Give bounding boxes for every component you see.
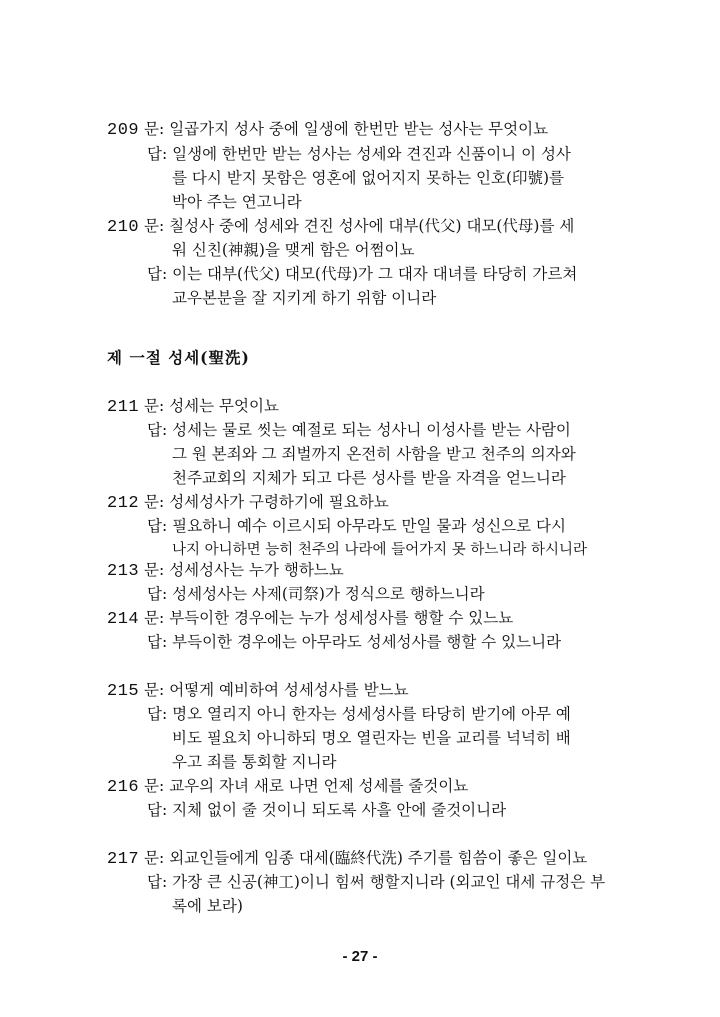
question-text: 성세성사는 누가 행하느뇨 (169, 561, 344, 579)
question-213 (107, 559, 344, 581)
answer-text: 일생에 한번만 받는 성사는 성세와 견진과 신품이니 이 성사 (172, 145, 571, 163)
question-prefix: 문: (144, 609, 165, 627)
answer-line: 록에 보라) (172, 897, 243, 915)
question-number: 212 (107, 494, 140, 513)
question-number: 214 (107, 610, 140, 629)
answer-215 (147, 703, 571, 725)
question-number: 216 (107, 778, 140, 797)
answer-text: 명오 열리지 아니 한자는 성세성사를 타당히 받기에 아무 예 (172, 705, 571, 723)
answer-212 (147, 515, 566, 537)
answer-line: 그 원 본죄와 그 죄벌까지 온전히 사함을 받고 천주의 의자와 (172, 445, 576, 463)
question-text: 어떻게 예비하여 성세성사를 받느뇨 (169, 681, 409, 699)
question-prefix: 문: (144, 397, 165, 415)
section-title: 제 一절 성세(聖洗) (107, 348, 250, 367)
answer-217 (147, 871, 605, 893)
answer-text: 성세성사는 사제(司祭)가 정식으로 행하느니라 (172, 585, 485, 603)
answer-214 (147, 631, 561, 653)
page-number: - 27 - (342, 948, 378, 965)
question-text: 교우의 자녀 새로 나면 언제 성세를 줄것이뇨 (169, 777, 469, 795)
answer-line: 나지 아니하면 능히 천주의 나라에 들어가지 못 하느니라 하시니라 (172, 542, 588, 558)
answer-line: 박아 주는 연고니라 (172, 193, 302, 211)
question-214 (107, 607, 513, 629)
question-prefix: 문: (144, 217, 165, 235)
question-216 (107, 775, 468, 797)
answer-text: 필요하니 예수 이르시되 아무라도 만일 물과 성신으로 다시 (172, 517, 566, 535)
answer-prefix: 답: (147, 421, 168, 439)
question-number: 211 (107, 398, 140, 417)
answer-prefix: 답: (147, 517, 168, 535)
answer-text: 지체 없이 줄 것이니 되도록 사흘 안에 줄것이니라 (172, 801, 507, 819)
question-215 (107, 679, 409, 701)
answer-prefix: 답: (147, 145, 168, 163)
question-line: 워 신친(神親)을 맺게 함은 어쩜이뇨 (172, 241, 415, 259)
answer-prefix: 답: (147, 705, 168, 723)
answer-text: 가장 큰 신공(神工)이니 힘써 행할지니라 (외교인 대세 규정은 부 (172, 873, 606, 891)
answer-line: 교우본분을 잘 지키게 하기 위함 이니라 (172, 289, 437, 307)
question-number: 217 (107, 850, 140, 869)
answer-prefix: 답: (147, 801, 168, 819)
question-text: 칠성사 중에 성세와 견진 성사에 대부(代父) 대모(代母)를 세 (169, 217, 575, 235)
question-number: 215 (107, 682, 140, 701)
answer-prefix: 답: (147, 633, 168, 651)
answer-210 (147, 263, 577, 285)
answer-211 (147, 419, 571, 441)
question-212 (107, 491, 389, 513)
answer-text: 성세는 물로 씻는 예절로 되는 성사니 이성사를 받는 사람이 (172, 421, 571, 439)
question-text: 일곱가지 성사 중에 일생에 한번만 받는 성사는 무엇이뇨 (169, 120, 549, 138)
question-prefix: 문: (144, 849, 165, 867)
question-text: 성세성사가 구령하기에 필요하뇨 (169, 493, 389, 511)
question-209 (107, 118, 548, 140)
question-number: 213 (107, 562, 140, 581)
answer-line: 를 다시 받지 못함은 영혼에 없어지지 못하는 인호(印號)를 (172, 169, 565, 187)
question-210 (107, 215, 574, 237)
answer-line: 우고 죄를 통회할 지니라 (172, 753, 337, 771)
question-text: 성세는 무엇이뇨 (169, 397, 279, 415)
answer-prefix: 답: (147, 585, 168, 603)
answer-prefix: 답: (147, 873, 168, 891)
question-211 (107, 395, 279, 417)
question-prefix: 문: (144, 681, 165, 699)
answer-line: 비도 필요치 아니하되 명오 열린자는 빈을 교리를 넉넉히 배 (172, 729, 571, 747)
answer-213 (147, 583, 485, 605)
question-text: 부득이한 경우에는 누가 성세성사를 행할 수 있느뇨 (169, 609, 514, 627)
answer-209 (147, 143, 571, 165)
question-text: 외교인들에게 임종 대세(臨終代洗) 주기를 힘씀이 좋은 일이뇨 (169, 849, 588, 867)
answer-216 (147, 799, 506, 821)
question-prefix: 문: (144, 493, 165, 511)
question-217 (107, 847, 587, 869)
answer-text: 이는 대부(代父) 대모(代母)가 그 대자 대녀를 타당히 가르쳐 (172, 265, 578, 283)
question-prefix: 문: (144, 120, 165, 138)
question-prefix: 문: (144, 777, 165, 795)
answer-text: 부득이한 경우에는 아무라도 성세성사를 행할 수 있느니라 (172, 633, 562, 651)
answer-prefix: 답: (147, 265, 168, 283)
answer-line: 천주교회의 지체가 되고 다른 성사를 받을 자격을 얻느니라 (172, 469, 566, 487)
question-prefix: 문: (144, 561, 165, 579)
question-number: 210 (107, 218, 140, 237)
question-number: 209 (107, 121, 140, 140)
